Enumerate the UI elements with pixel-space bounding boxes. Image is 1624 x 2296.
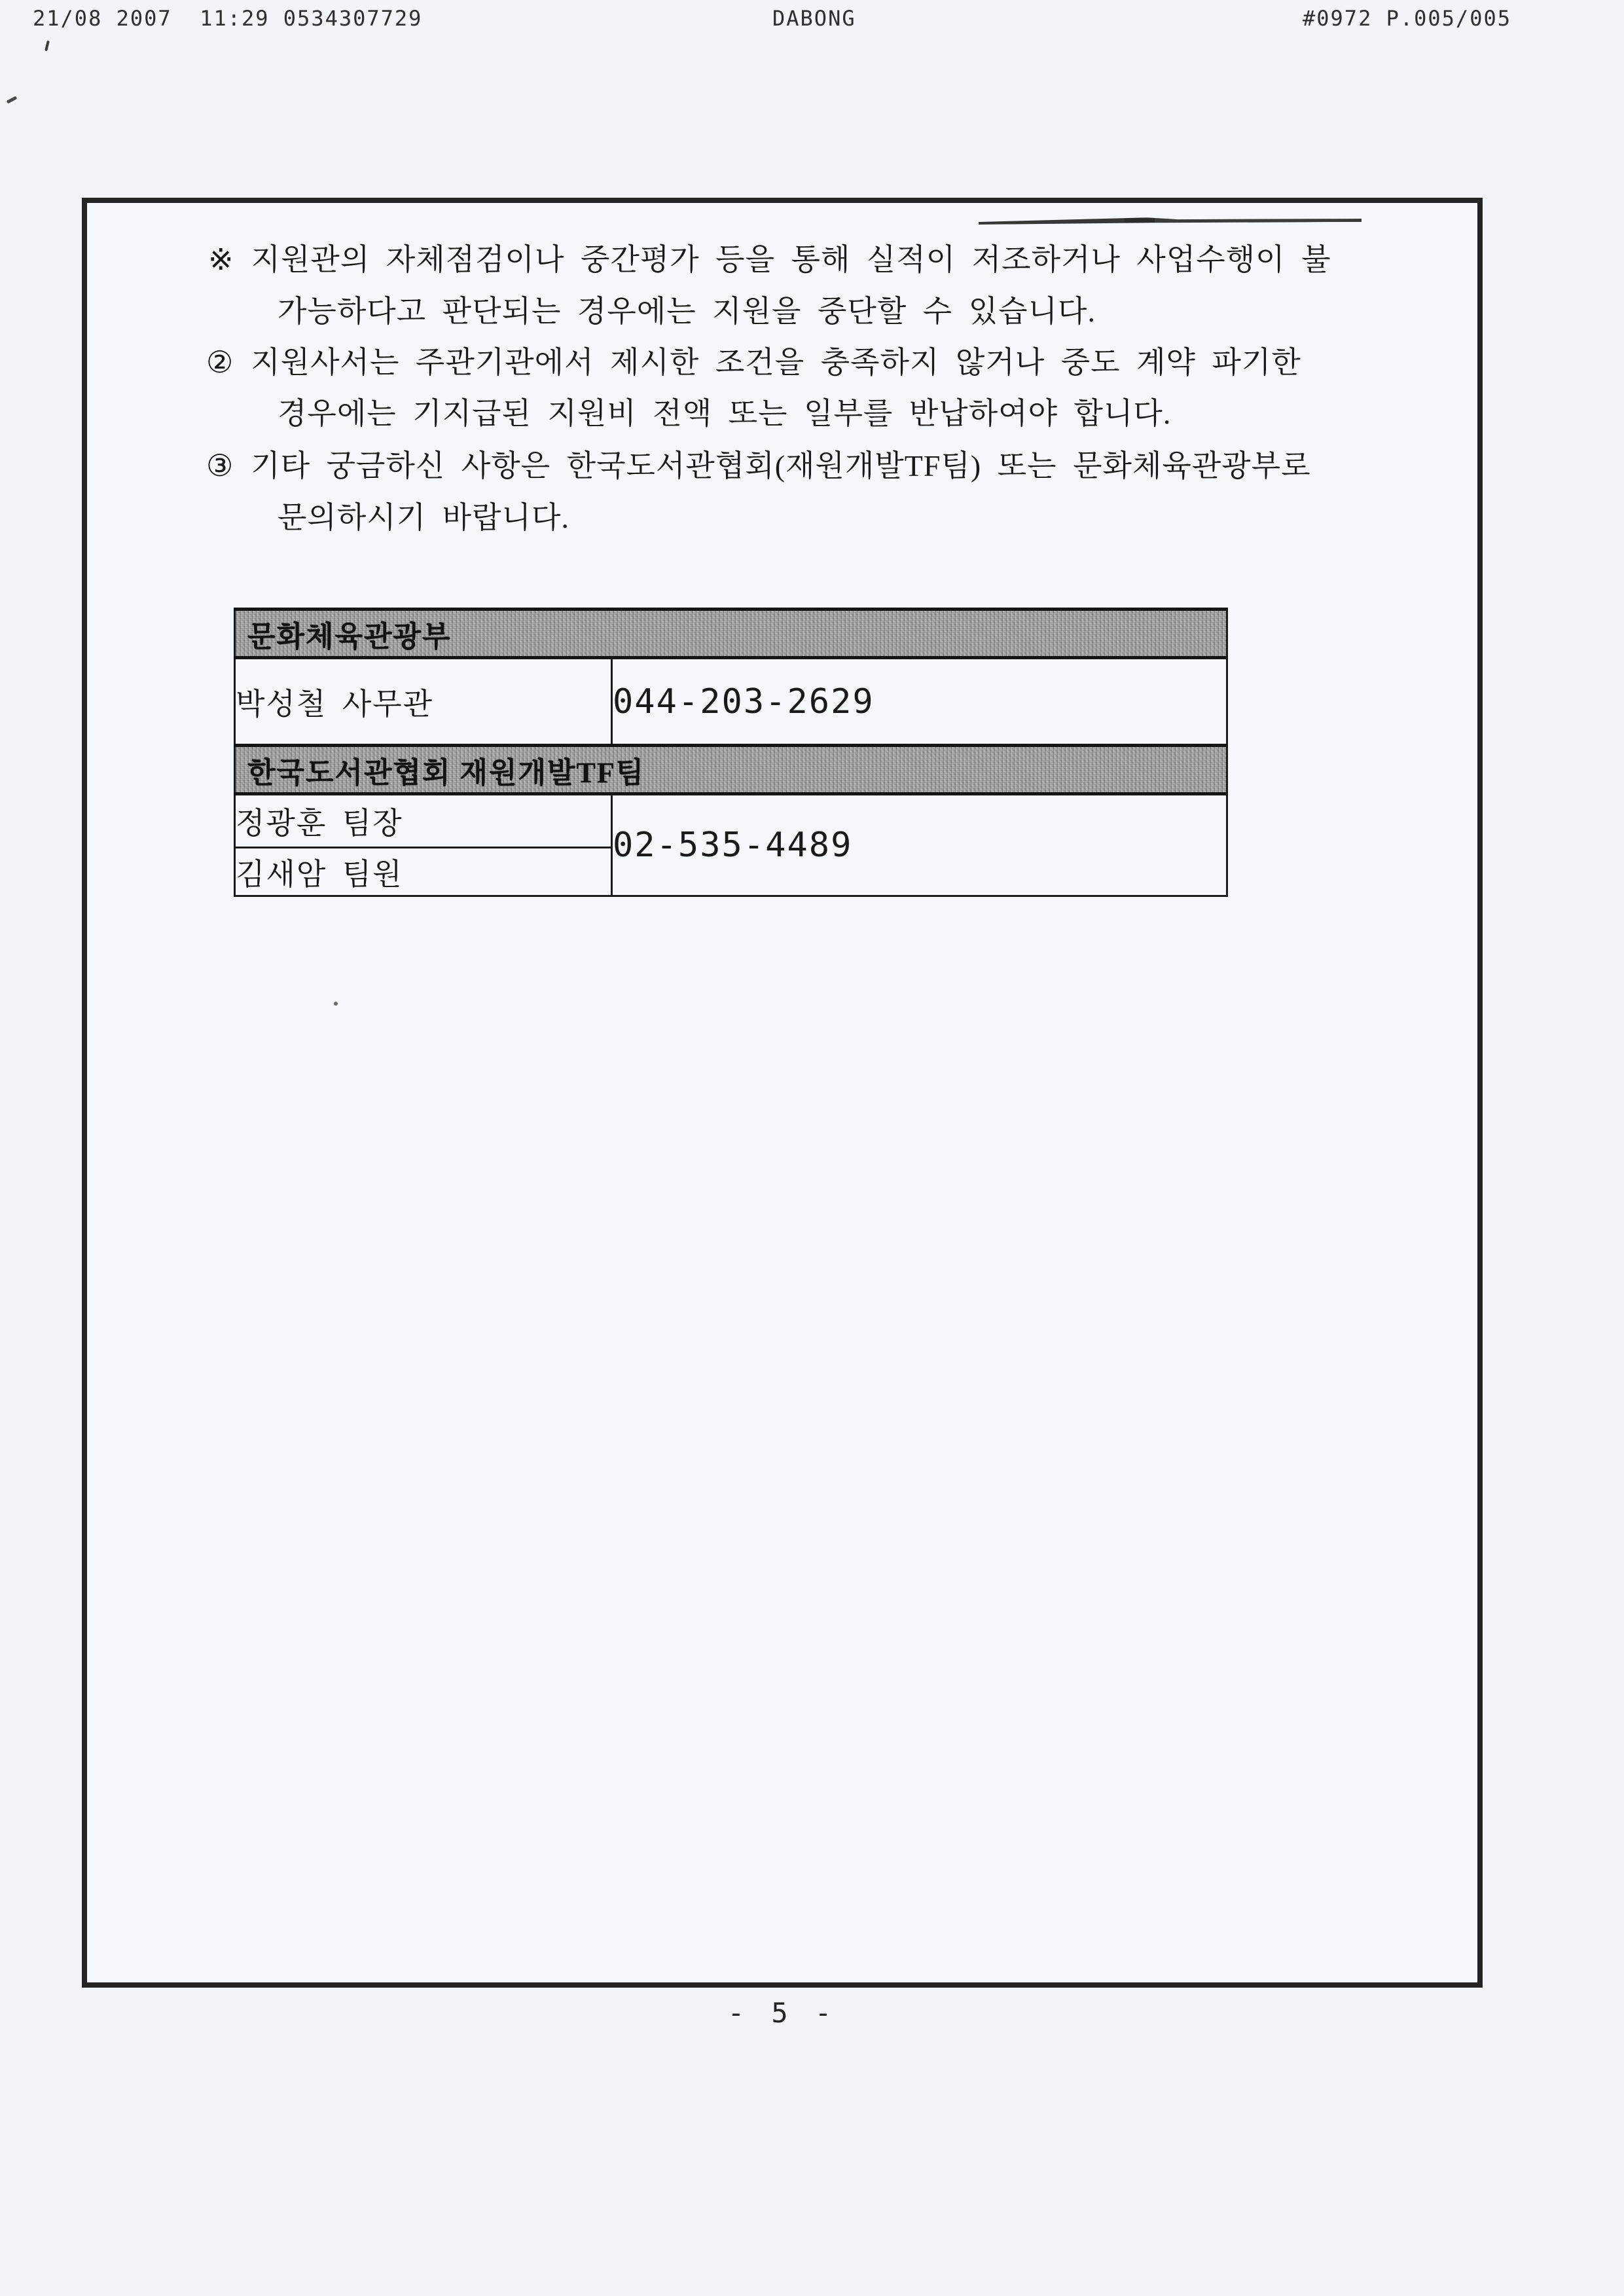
notice-line	[278, 293, 1096, 331]
contact-phone-cell: 044-203-2629	[612, 658, 1227, 746]
notice-line	[278, 499, 569, 537]
notice-text: 문의하시기 바랍니다.	[278, 501, 569, 534]
page-number: - 5 -	[727, 1997, 837, 2029]
notice-text: 경우에는 기지급된 지원비 전액 또는 일부를 반납하여야 합니다.	[278, 397, 1172, 430]
table-section-header-ministry: 문화체육관광부	[235, 610, 1227, 658]
contact-table	[234, 608, 1228, 897]
contact-phone-cell: 02-535-4489	[612, 794, 1227, 896]
notice-marker: ③	[206, 449, 234, 483]
table-section-header-association: 한국도서관협회 재원개발TF팀	[235, 746, 1227, 794]
notice-marker: ②	[206, 346, 234, 379]
contact-name-cell: 정광훈 팀장	[235, 794, 612, 848]
fax-page-counter: #0972 P.005/005	[1303, 6, 1511, 31]
fax-datetime-number: 21/08 2007 11:29 0534307729	[33, 6, 423, 31]
fax-sender-id: DABONG	[772, 6, 856, 31]
scan-artifact	[7, 96, 17, 104]
contact-name-cell: 김새암 팀원	[235, 848, 612, 896]
notice-line	[208, 241, 1331, 279]
notice-line	[206, 447, 1311, 485]
scan-artifact	[45, 41, 50, 51]
notice-line	[278, 395, 1171, 433]
notice-marker: ※	[208, 243, 234, 276]
notice-line	[206, 344, 1301, 382]
notice-text: 지원관의 자체점검이나 중간평가 등을 통해 실적이 저조하거나 사업수행이 불	[251, 243, 1331, 276]
notice-text: 기타 궁금하신 사항은 한국도서관협회(재원개발TF팀) 또는 문화체육관광부로	[251, 449, 1311, 483]
scan-artifact	[334, 1002, 338, 1006]
contact-name-cell: 박성철 사무관	[235, 658, 612, 746]
notice-text: 가능하다고 판단되는 경우에는 지원을 중단할 수 있습니다.	[278, 295, 1096, 328]
notice-text: 지원사서는 주관기관에서 제시한 조건을 충족하지 않거나 중도 계약 파기한	[251, 346, 1301, 379]
